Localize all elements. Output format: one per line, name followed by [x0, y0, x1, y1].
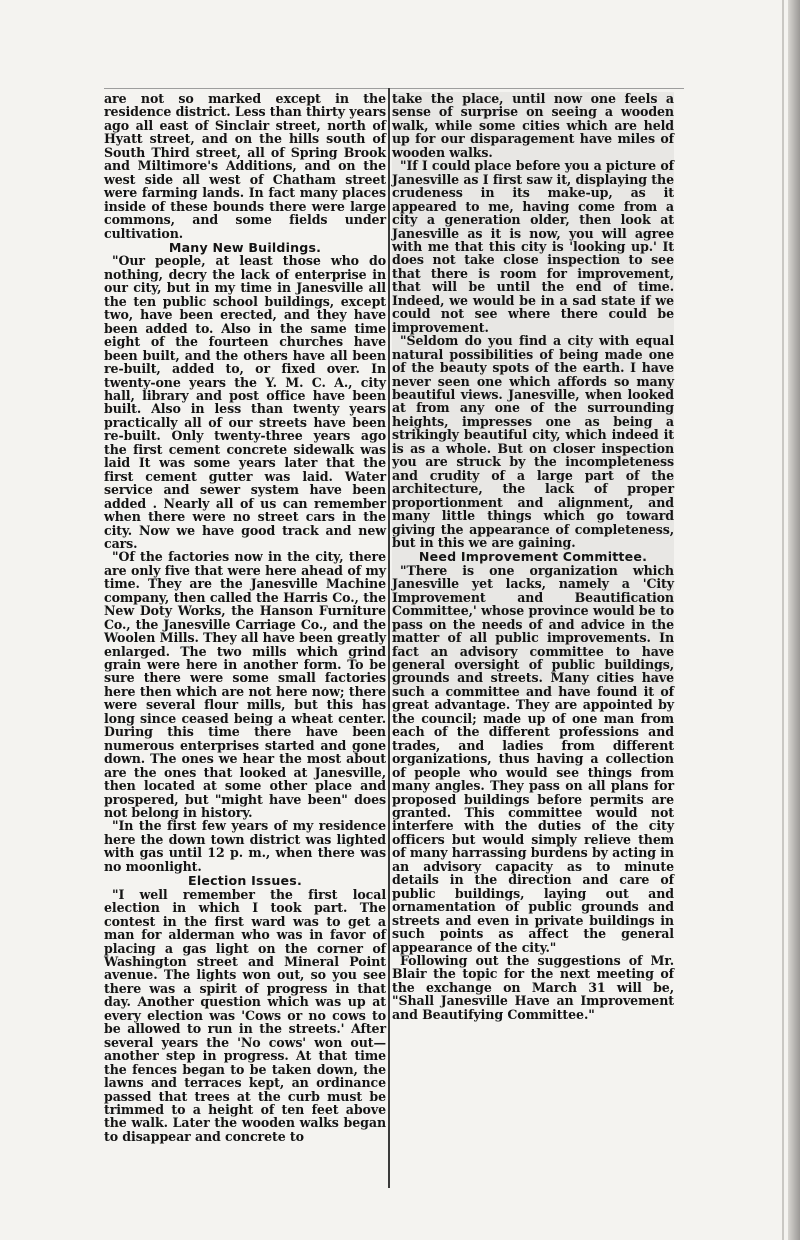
subheading-need-improvement-committee: Need Improvement Committee.: [418, 549, 648, 565]
left-column: [104, 92, 386, 1143]
paragraph: "There is one organization which Janesville yet lacks, namely a 'City Improvement and Beautification Committee,' whose province would be to pass on the needs of and advice in the matter of all public improvements. In fact an advisory committee to have general oversight of public buildings, grounds and streets. Many cities have such a committee and have found it of great advantage. They are appointed by the council; made up of one man from each of the different professions and trades, and ladies from different organizations, thus having a collection of people who would see things from many angles. They pass on all plans for proposed buildings before permits are granted. This committee would not interfere with the duties of the city officers but would simply relieve them of many harrassing burdens by acting in an advisory capacity as to minute details in the direction and care of public buildings, laying out and ornamentation of public grounds and streets and even in private buildings in such points as affect the general appearance of the city.": [392, 562, 674, 955]
paragraph: are not so marked except in the residence district. Less than thirty years ago all east of Sinclair street, north of Hyatt street, and on the hills south of South Third street, all of Spring Brook and Miltimore's Additions, and on the west side all west of Chatham street were farming lands. In fact many places inside of these bounds there were large commons, and some fields under cultivation.: [104, 91, 386, 241]
paragraph: "Of the factories now in the city, there are only five that were here ahead of my time. They are the Janesville Machine company, then called the Harris Co., the New Doty Works, the Hanson Furniture Co., the Janesville Carriage Co., and the Woolen Mills. They all have been greatly enlarged. The two mills which grind grain were here in another form. To be sure there were some small factories here then which are not here now; there were several flour mills, but this has long since ceased being a wheat center. During this time there have been numerous enterprises started and gone down. The ones we hear the most about are the ones that looked at Janesville, then located at some other place and prospered, but "might have been" does not belong in history.: [104, 549, 386, 821]
subheading-election-issues: Election Issues.: [188, 873, 302, 889]
paragraph: "If I could place before you a picture of Janesville as I first saw it, displaying the crudeness in its make-up, as it appeared to me, having come from a city a generation older, then look at Janesville as it is now, you will agree with me that this city is 'looking up.' It does not take close inspection to see that there is room for improvement, that will be until the end of time. Indeed, we would be in a sad state if we could not see where there could be improvement.: [392, 158, 674, 335]
subheading-many-new-buildings: Many New Buildings.: [168, 239, 322, 255]
column-rule: [388, 88, 390, 1188]
paragraph: "In the first few years of my residence here the down town district was lighted with gas until 12 p. m., when there was no moonlight.: [104, 818, 386, 874]
right-column: [392, 92, 674, 1021]
scan-edge-shadow: [788, 0, 800, 1240]
newspaper-clipping: [104, 88, 684, 1188]
clipping-top-rule: [104, 88, 684, 89]
paragraph: "I well remember the first local election in which I took part. The contest in the first ward was to get a man for alderman who was in favor of placing a gas light on the corner of Washington street and Mineral Point avenue. The lights won out, so you see there was a spirit of progress in that day. Another question which was up at every election was 'Cows or no cows to be allowed to run in the streets.' After several years the 'No cows' won out—another step in progress. At that time the fences began to be taken down, the lawns and terraces kept, an ordinance passed that trees at the curb must be trimmed to a height of ten feet above the walk. Later the wooden walks began to disappear and concrete to: [104, 886, 386, 1144]
paragraph: "Our people, at least those who do nothing, decry the lack of enterprise in our city, but in my time in Janesville all the ten public school buildings, except two, have been erected, and they have been added to. Also in the same time eight of the fourteen churches have been built, and the others have all been re-built, added to, or fixed over. In twenty-one years the Y. M. C. A., city hall, library and post office have been built. Also in less than twenty years practically all of our streets have been re-built. Only twenty-three years ago the first cement concrete sidewalk was laid It was some years later that the first cement gutter was laid. Water service and sewer system have been added . Nearly all of us can remember when there were no street cars in the city. Now we have good track and new cars.: [104, 253, 386, 551]
paragraph: "Seldom do you find a city with equal natural possibilities of being made one of the beauty spots of the earth. I have never seen one which affords so many beautiful views. Janesville, when looked at from any one of the surrounding heights, impresses one as being a strikingly beautiful city, which indeed it is as a whole. But on closer inspection you are struck by the incompleteness and crudity of a large part of the architecture, the lack of proper proportionment and alignment, and many little things which go toward giving the appearance of completeness, but in this we are gaining.: [392, 333, 674, 550]
scan-edge-line: [782, 0, 784, 1240]
paragraph: Following out the suggestions of Mr. Blair the topic for the next meeting of the exchange on March 31 will be, "Shall Janesville Have an Improvement and Beautifying Committee.": [392, 953, 674, 1022]
paragraph: take the place, until now one feels a sense of surprise on seeing a wooden walk, while some cities which are held up for our disparagement have miles of wooden walks.: [392, 91, 674, 160]
